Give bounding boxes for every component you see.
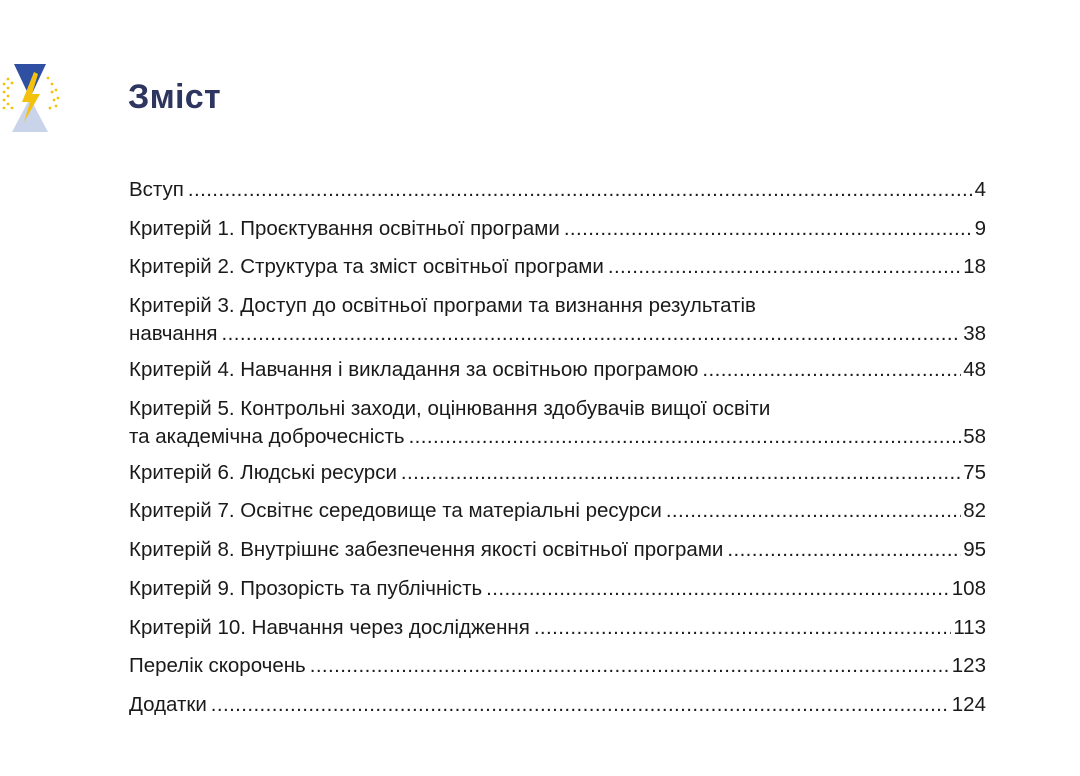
toc-entry-label: навчання	[129, 322, 218, 346]
toc-page-number: 48	[963, 358, 986, 382]
toc-entry-label: Критерій 1. Проєктування освітньої програми	[129, 216, 560, 240]
toc-entry[interactable]	[129, 614, 986, 653]
toc-leader-dots	[401, 459, 961, 487]
toc-leader-dots	[188, 176, 973, 204]
toc-entry[interactable]	[129, 652, 986, 691]
toc-entry[interactable]	[129, 536, 986, 575]
toc-entry[interactable]	[129, 176, 986, 215]
toc-page-number: 95	[963, 538, 986, 562]
toc-entry[interactable]	[129, 395, 986, 459]
toc-page-number: 124	[951, 692, 986, 716]
agency-logo-icon	[0, 62, 62, 134]
toc-entry[interactable]	[129, 691, 986, 730]
toc-leader-dots	[486, 575, 950, 603]
toc-entry-label: та академічна доброчесність	[129, 424, 405, 448]
toc-page-number: 4	[974, 178, 986, 201]
toc-page-number: 108	[951, 576, 986, 600]
toc-page-number: 75	[963, 460, 986, 484]
toc-page-number: 38	[963, 322, 986, 346]
toc-entry-label: Перелік скорочень	[129, 654, 306, 678]
toc-entry[interactable]	[129, 497, 986, 536]
toc-leader-dots	[608, 253, 961, 281]
toc-leader-dots	[727, 536, 961, 564]
toc-entry-label: Критерій 6. Людські ресурси	[129, 460, 397, 484]
toc-page-number: 82	[963, 499, 986, 523]
toc-entry-label: Критерій 7. Освітнє середовище та матеріальні ресурси	[129, 499, 662, 523]
toc-entry[interactable]	[129, 292, 986, 356]
toc-entry[interactable]	[129, 356, 986, 395]
toc-page-number: 18	[963, 255, 986, 279]
toc-entry-label: Критерій 9. Прозорість та публічність	[129, 576, 483, 600]
toc-leader-dots	[310, 652, 950, 680]
toc-leader-dots	[534, 614, 951, 642]
toc-leader-dots	[564, 215, 973, 243]
toc-leader-dots	[222, 320, 962, 348]
toc-entry-label: Критерій 2. Структура та зміст освітньої програми	[129, 255, 604, 279]
toc-leader-dots	[666, 497, 961, 525]
toc-entry-label: Вступ	[129, 178, 184, 201]
toc-entry[interactable]	[129, 215, 986, 254]
toc-entry-label: Критерій 3. Доступ до освітньої програми та визнання результатів	[129, 294, 756, 318]
toc-entry[interactable]	[129, 459, 986, 498]
toc-entry-label: Критерій 5. Контрольні заходи, оцінювання здобувачів вищої освіти	[129, 396, 771, 420]
toc-page-number: 58	[963, 424, 986, 448]
toc-entry-label: Критерій 10. Навчання через дослідження	[129, 615, 530, 639]
toc-leader-dots	[702, 356, 961, 384]
toc-entry-label: Критерій 4. Навчання і викладання за освітньою програмою	[129, 358, 699, 382]
toc-page-number: 123	[951, 654, 986, 678]
toc-page-number: 113	[953, 615, 986, 639]
toc-leader-dots	[409, 423, 962, 451]
toc-page-number: 9	[974, 216, 986, 240]
page-title: Зміст	[128, 78, 221, 116]
table-of-contents	[129, 176, 986, 730]
toc-leader-dots	[211, 691, 950, 719]
toc-entry[interactable]	[129, 575, 986, 614]
toc-entry[interactable]	[129, 253, 986, 292]
toc-entry-label: Критерій 8. Внутрішнє забезпечення якості освітньої програми	[129, 538, 724, 562]
toc-entry-label: Додатки	[129, 692, 207, 716]
